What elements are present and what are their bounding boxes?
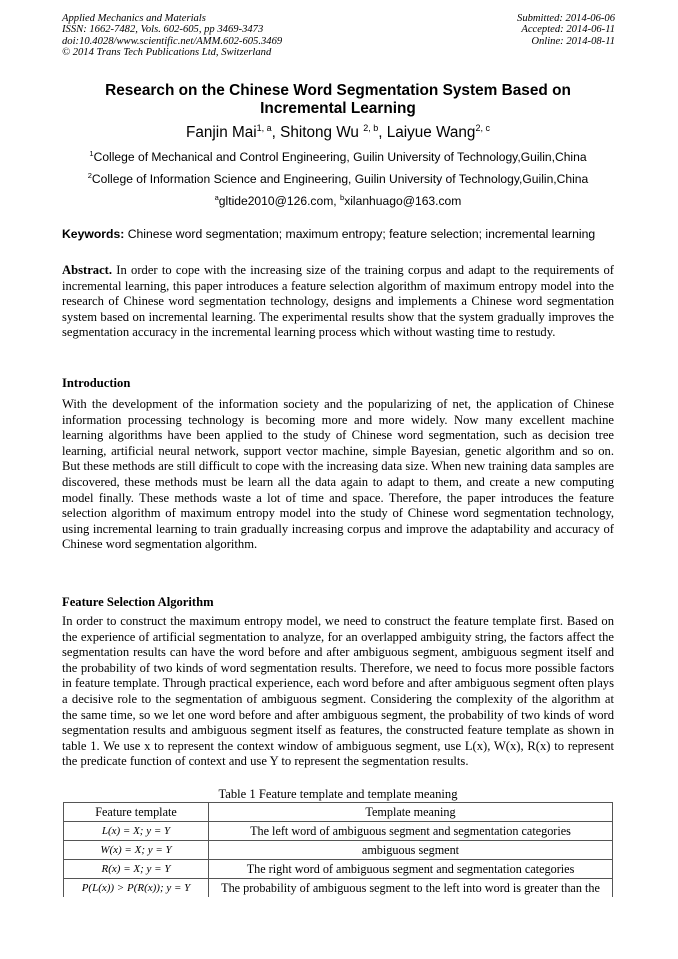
journal-info <box>62 13 282 58</box>
doi-line: doi:10.4028/www.scientific.net/AMM.602-605.3469 <box>62 35 283 47</box>
table-cell-meaning: The right word of ambiguous segment and segmentation categories <box>209 860 613 879</box>
introduction-paragraph: With the development of the information society and the popularizing of net, the application of Chinese information processing technology is becoming more and more widely. Now many excellent machine learning algorithms have been applied to the study of Chinese word segmentation, such as decision tree learning, artificial neural network, support vector machine, simple Bayesian, genetic algorithm and so on. But these methods are still difficult to cope with the increasing data size. When new training data samples are discovered, these methods must be learn all the data again to adapt to them, and create a new computing model finally. These methods waste a lot of time and space. Therefore, the paper introduces the feature selection algorithm of maximum entropy model into the study of Chinese word segmentation technology, using incremental learning to train gradually increasing corpus and improve the adaptability and accuracy of Chinese word segmentation algorithm. <box>62 397 614 552</box>
table-row <box>64 860 613 879</box>
table-header: Feature template <box>64 803 209 822</box>
title-line-1: Research on the Chinese Word Segmentation System Based on <box>105 82 571 99</box>
feature-template-table <box>63 802 613 897</box>
abstract-label: Abstract. <box>62 263 113 277</box>
affiliation-2 <box>62 172 614 186</box>
keywords-text: Chinese word segmentation; maximum entropy; feature selection; incremental learning <box>124 227 596 241</box>
table-cell-template: W(x) = X; y = Y <box>64 841 209 860</box>
copyright-line: © 2014 Trans Tech Publications Ltd, Switzerland <box>62 46 272 58</box>
author-emails: $^a$gltide2010@126.com, $^b$xilanhuago@163.com <box>214 193 462 208</box>
table-header-row <box>64 803 613 822</box>
author-affiliation-mark: 1, a <box>256 123 272 133</box>
email-address[interactable]: gltide2010@126.com <box>218 194 334 208</box>
section-heading-introduction: Introduction <box>62 376 131 390</box>
email-mark: a <box>214 193 219 202</box>
affiliation-mark: 2 <box>87 171 92 180</box>
table-header: Template meaning <box>209 803 613 822</box>
table-cell-meaning: ambiguous segment <box>209 841 613 860</box>
table-cell-meaning: The left word of ambiguous segment and segmentation categories <box>209 822 613 841</box>
email-mark: b <box>340 193 345 202</box>
affiliation-mark: 1 <box>89 149 94 158</box>
table-cell-meaning: The probability of ambiguous segment to the left into word is greater than the <box>209 879 613 898</box>
author-affiliation-mark: 2, c <box>475 123 490 133</box>
journal-name: Applied Mechanics and Materials <box>62 13 206 24</box>
table-row <box>64 841 613 860</box>
table-row <box>64 822 613 841</box>
publication-dates <box>517 13 615 47</box>
keywords-label: Keywords: <box>62 227 125 241</box>
online-date: Online: 2014-08-11 <box>531 35 615 47</box>
keywords <box>62 227 622 241</box>
table-cell-template: P(L(x)) > P(R(x)); y = Y <box>64 879 209 898</box>
abstract <box>62 263 614 341</box>
affiliation-1 <box>62 150 614 164</box>
feature-selection-paragraph: In order to construct the maximum entropy model, we need to construct the feature template first. Based on the experience of artificial segmentation to analyze, for an overlapped ambiguity string, the factors affect the segmentation results can have the word before and after ambiguous segment, ambiguous segment itself and the probability of two kinds of word segmentation results. Therefore, we need to focus more possible factors in feature template. Through practical experience, each word before and after ambiguous segment often plays a decisive role to the segmentation of ambiguous segment. Considering the complexity of the algorithm at the same time, so we let one word before and after ambiguous segment, the probability of two kinds of word segmentation results and ambiguous segment itself as features, the constructed feature template as shown in table 1. We use x to represent the context window of ambiguous segment, use L(x), W(x), R(x) to represent the predicate function of context and use Y to represent the segmentation results. <box>62 614 614 769</box>
paper-title <box>62 82 614 118</box>
author-list: Fanjin Mai$^{1, a}$, Shitong Wu $^{2, b}$, Laiyue Wang$^{2, c}$ <box>186 123 490 141</box>
submitted-date: Submitted: 2014-06-06 <box>517 13 615 24</box>
author-name: Fanjin Mai <box>186 124 257 141</box>
table-row <box>64 879 613 898</box>
table-caption: Table 1 Feature template and template meaning <box>218 787 458 801</box>
section-heading-feature-selection: Feature Selection Algorithm <box>62 595 214 609</box>
affiliation-text: College of Information Science and Engineering, Guilin University of Technology,Guilin,China <box>91 172 589 186</box>
affiliation-text: College of Mechanical and Control Engineering, Guilin University of Technology,Guilin,China <box>93 150 587 164</box>
email-address[interactable]: xilanhuago@163.com <box>344 194 462 208</box>
table-cell-template: R(x) = X; y = Y <box>64 860 209 879</box>
table-cell-template: L(x) = X; y = Y <box>64 822 209 841</box>
issn-line: ISSN: 1662-7482, Vols. 602-605, pp 3469-3473 <box>62 24 264 36</box>
abstract-text: In order to cope with the increasing size of the training corpus and adapt to the requirements of incremental learning, this paper introduces a feature selection algorithm of maximum entropy model into the research of Chinese word segmentation technology, designs and implements a Chinese word segmentation system based on incremental learning. The experimental results show that the system gradually improves the segmentation accuracy in the incremental learning process which without wasting time to restudy. <box>62 263 614 340</box>
author-name: Shitong Wu <box>280 124 364 141</box>
accepted-date: Accepted: 2014-06-11 <box>521 24 615 36</box>
author-name: Laiyue Wang <box>386 124 476 141</box>
author-affiliation-mark: 2, b <box>363 123 379 133</box>
title-line-2: Incremental Learning <box>260 100 416 117</box>
